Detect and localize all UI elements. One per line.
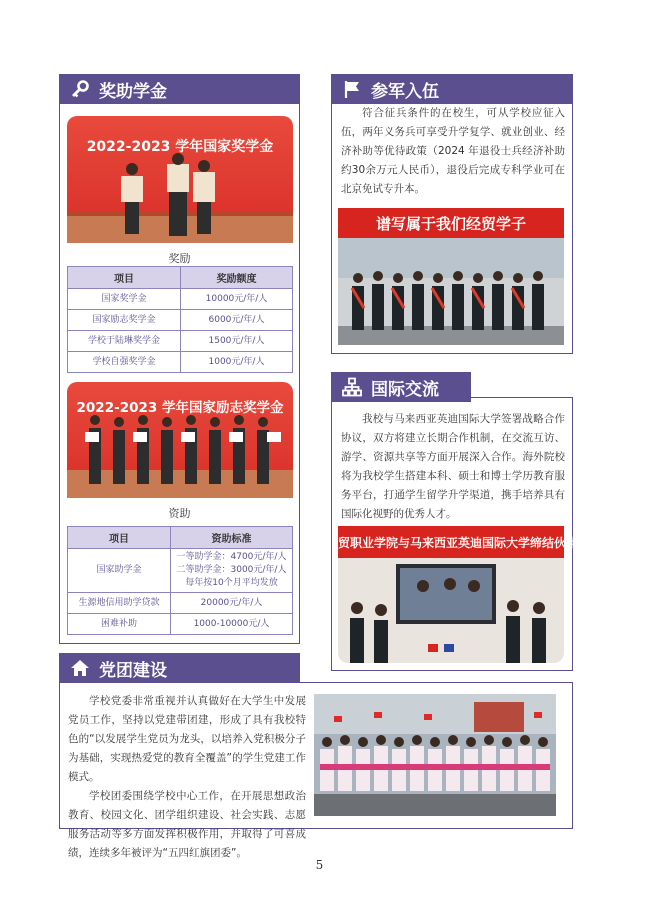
photo-1-banner: 2022-2023 学年国家奖学金	[86, 139, 274, 155]
table-row	[68, 593, 293, 614]
table-row	[68, 310, 293, 331]
page-number: 5	[315, 858, 324, 872]
award-col-project: 项目	[68, 267, 181, 289]
award-item: 学校自强奖学金	[68, 352, 181, 373]
award-amount: 10000元/年/人	[181, 289, 293, 310]
aid-amount: 20000元/年/人	[171, 593, 293, 614]
table-row	[68, 549, 293, 593]
aid-line: 二等助学金：3000元/年/人	[176, 565, 287, 575]
aid-amount: 1000-10000元/人	[171, 614, 293, 635]
scholarship-photo-1	[67, 116, 293, 243]
table-row	[68, 289, 293, 310]
aid-caption: 资助	[168, 507, 191, 520]
award-col-amount: 奖励额度	[181, 267, 293, 289]
award-item: 国家励志奖学金	[68, 310, 181, 331]
photo-2-banner: 2022-2023 学年国家励志奖学金	[76, 400, 284, 416]
aid-item: 生源地信用助学贷款	[68, 593, 171, 614]
award-caption: 奖励	[168, 252, 191, 265]
network-icon	[341, 376, 363, 398]
aid-standard-multiline	[171, 549, 293, 593]
intl-photo	[338, 526, 650, 663]
key-icon	[69, 78, 91, 100]
aid-table	[67, 526, 293, 635]
award-amount: 6000元/年/人	[181, 310, 293, 331]
scholarship-header	[59, 74, 300, 104]
home-icon	[69, 657, 91, 679]
army-header	[331, 74, 573, 104]
table-row	[68, 614, 293, 635]
award-item: 学校于陆琳奖学金	[68, 331, 181, 352]
aid-item: 国家助学金	[68, 549, 171, 593]
party-header	[59, 653, 300, 683]
party-text	[68, 692, 306, 863]
intl-title: 国际交流	[371, 379, 439, 400]
scholarship-photo-2	[67, 382, 293, 498]
flag-icon	[341, 78, 363, 100]
aid-line: 每年按10个月平均发放	[185, 578, 278, 588]
award-amount: 1000元/年/人	[181, 352, 293, 373]
party-photo	[314, 694, 556, 816]
army-text	[341, 104, 565, 199]
army-photo-banner: 谱写属于我们经贸学子	[375, 215, 526, 233]
aid-line: 一等助学金：4700元/年/人	[176, 552, 287, 562]
table-row	[68, 331, 293, 352]
table-row	[68, 352, 293, 373]
army-paragraph: 符合征兵条件的在校生，可从学校应征入伍，两年义务兵可享受升学复学、就业创业、经济补助等优待政策（2024 年退役士兵经济补助约30余万元人民币），退役后完成专科学业可在北京免试专升本。	[341, 107, 565, 195]
award-item: 国家奖学金	[68, 289, 181, 310]
intl-header	[331, 372, 471, 402]
aid-item: 困难补助	[68, 614, 171, 635]
army-photo	[338, 208, 564, 345]
intl-text	[341, 410, 565, 524]
intl-photo-banner: 贸职业学院与马来西亚英迪国际大学缔结伙伴学校签约仪式	[338, 536, 650, 550]
party-paragraph-1: 学校党委非常重视并认真做好在大学生中发展党员工作，坚持以党建带团建，形成了具有我校特色的“以发展学生党员为龙头，以培养入党积极分子为基础，实现热爱党的教育全覆盖”的学生党建工作模式。	[68, 695, 306, 783]
scholarship-title: 奖助学金	[99, 81, 167, 102]
aid-col-project: 项目	[68, 527, 171, 549]
award-amount: 1500元/年/人	[181, 331, 293, 352]
army-title: 参军入伍	[371, 81, 439, 102]
award-table	[67, 266, 293, 373]
party-paragraph-2: 学校团委围绕学校中心工作，在开展思想政治教育、校园文化、团学组织建设、社会实践、志愿服务活动等多方面发挥积极作用，并取得了可喜成绩，连续多年被评为“五四红旗团委”。	[68, 790, 306, 859]
party-title: 党团建设	[99, 660, 167, 681]
aid-col-standard: 资助标准	[171, 527, 293, 549]
intl-paragraph: 我校与马来西亚英迪国际大学签署战略合作协议，双方将建立长期合作机制，在交流互访、游学、资源共享等方面开展深入合作。海外院校将为我校学生搭建本科、硕士和博士学历教育服务平台，打通学生留学升学渠道，携手培养具有国际化视野的优秀人才。	[341, 413, 565, 520]
